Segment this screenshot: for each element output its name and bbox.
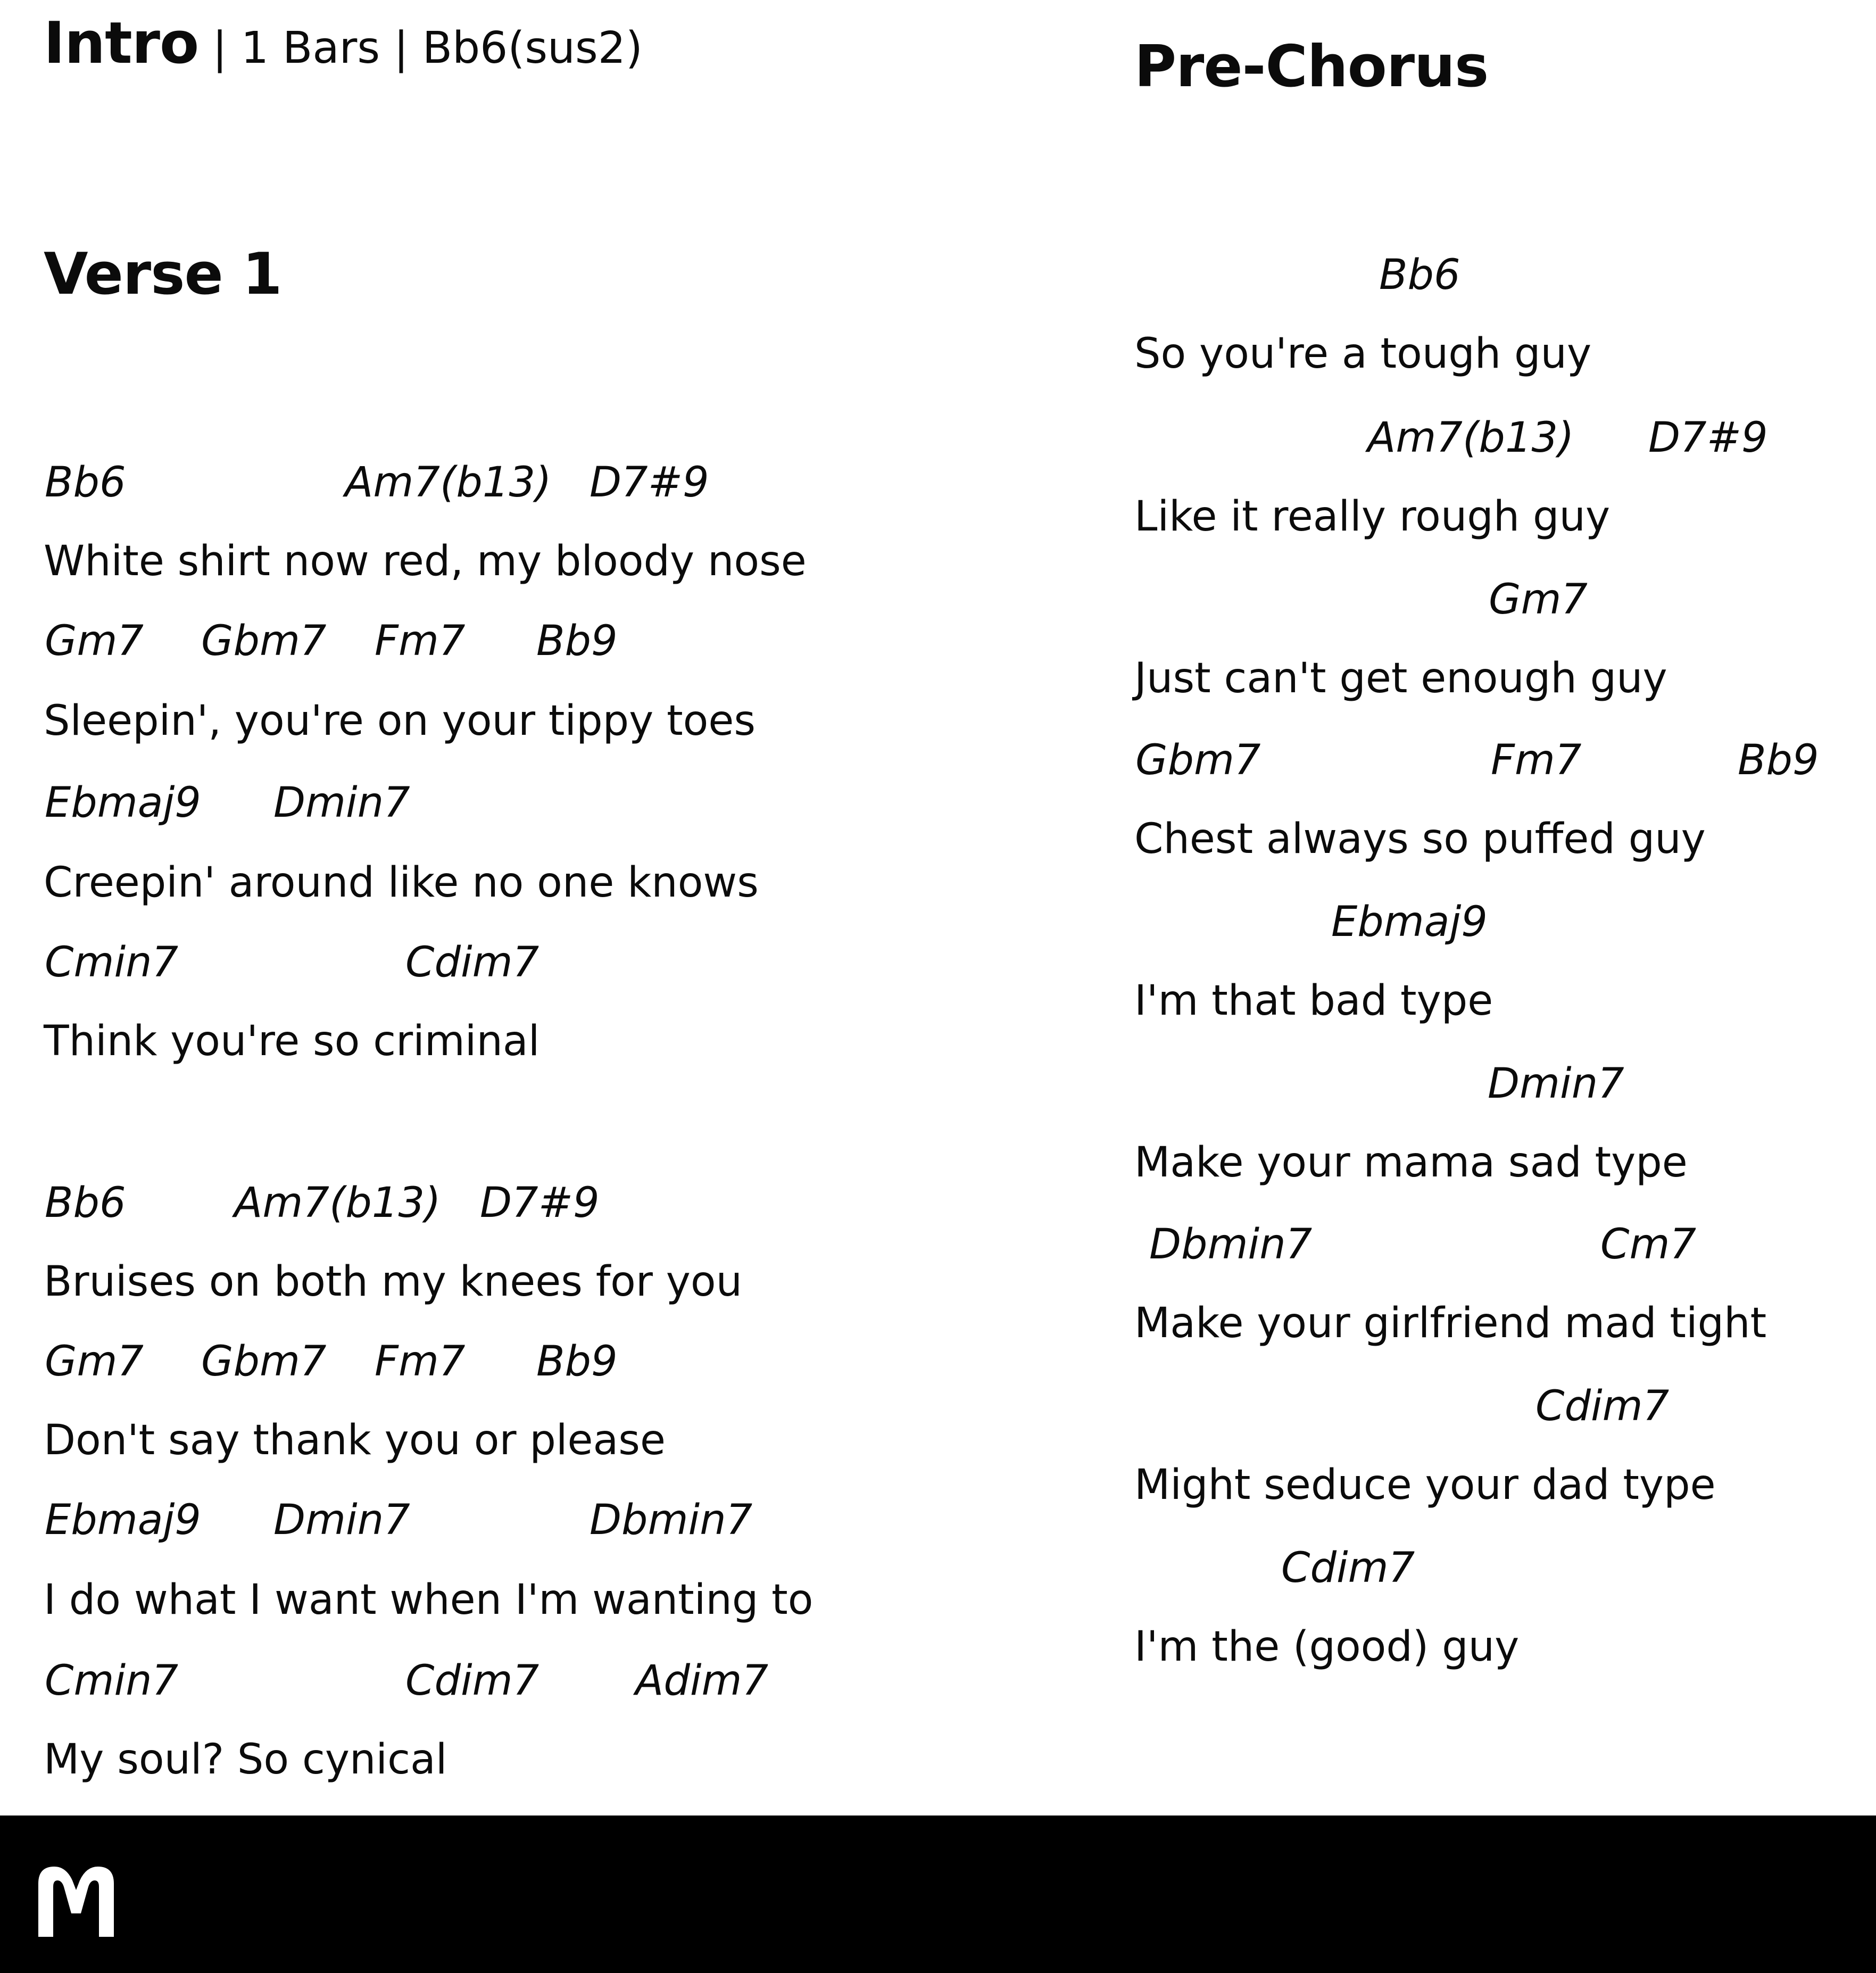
chord: Gbm7 xyxy=(201,617,327,665)
chord: Cm7 xyxy=(1600,1221,1697,1269)
chord: Gm7 xyxy=(1489,576,1588,624)
lyric-line: Sleepin', you're on your tippy toes xyxy=(44,697,756,745)
chord: Cmin7 xyxy=(45,1657,179,1705)
intro-heading: Intro xyxy=(44,10,199,77)
lyric-line: Think you're so criminal xyxy=(44,1017,540,1065)
chord: Fm7 xyxy=(375,617,466,665)
lyric-line: So you're a tough guy xyxy=(1134,330,1592,378)
chord: Cdim7 xyxy=(1535,1382,1670,1430)
intro-section xyxy=(44,10,643,77)
intro-meta: | 1 Bars | Bb6(sus2) xyxy=(198,23,643,73)
chord: Gbm7 xyxy=(201,1338,327,1386)
chord: D7#9 xyxy=(1648,414,1768,462)
chord: Cmin7 xyxy=(45,939,179,986)
chord: Bb9 xyxy=(536,1338,618,1386)
chord: Adim7 xyxy=(635,1657,769,1705)
lyric-line: Make your girlfriend mad tight xyxy=(1134,1299,1767,1347)
lyric-line: Might seduce your dad type xyxy=(1134,1461,1716,1509)
chord: Bb9 xyxy=(536,617,618,665)
chord: Am7(b13) xyxy=(345,459,552,507)
lyric-line: Like it really rough guy xyxy=(1134,493,1611,541)
chord: Dmin7 xyxy=(273,1496,410,1544)
footer-bar xyxy=(0,1816,1876,1973)
chord: Gm7 xyxy=(45,617,144,665)
chord: Dbmin7 xyxy=(1149,1221,1313,1269)
chord: Bb6 xyxy=(1379,251,1460,299)
chord: Am7(b13) xyxy=(234,1179,441,1227)
chord: Dmin7 xyxy=(1488,1060,1624,1108)
lyric-line: Bruises on both my knees for you xyxy=(44,1258,743,1306)
chord: Gm7 xyxy=(45,1338,144,1386)
prechorus-heading: Pre-Chorus xyxy=(1134,34,1489,100)
verse1-heading: Verse 1 xyxy=(44,241,282,308)
chord: Cdim7 xyxy=(405,1657,539,1705)
chord: Ebmaj9 xyxy=(45,779,201,827)
lyric-line: I'm the (good) guy xyxy=(1134,1623,1520,1671)
lyric-line: Make your mama sad type xyxy=(1134,1139,1688,1187)
chord: D7#9 xyxy=(590,459,709,507)
chord: Bb6 xyxy=(45,1179,126,1227)
lyric-line: My soul? So cynical xyxy=(44,1736,447,1784)
chord: Cdim7 xyxy=(1281,1544,1415,1592)
lyric-line: I do what I want when I'm wanting to xyxy=(44,1576,814,1624)
chord: Gbm7 xyxy=(1135,736,1261,784)
chord: Fm7 xyxy=(375,1338,466,1386)
chord: Dmin7 xyxy=(273,779,410,827)
chord: Bb6 xyxy=(45,459,126,507)
chord: Cdim7 xyxy=(405,939,539,986)
lyric-line: Creepin' around like no one knows xyxy=(44,859,759,907)
lyric-line: Just can't get enough guy xyxy=(1134,654,1667,702)
chord: Dbmin7 xyxy=(590,1496,753,1544)
chord: Ebmaj9 xyxy=(1331,898,1488,946)
chord: D7#9 xyxy=(480,1179,600,1227)
chord: Bb9 xyxy=(1738,736,1819,784)
lyric-line: Chest always so puffed guy xyxy=(1134,815,1706,863)
chord: Ebmaj9 xyxy=(45,1496,201,1544)
m-logo-icon[interactable] xyxy=(31,1862,121,1939)
chord: Am7(b13) xyxy=(1367,414,1574,462)
chord: Fm7 xyxy=(1491,736,1582,784)
lyric-line: I'm that bad type xyxy=(1134,977,1493,1025)
lyric-line: White shirt now red, my bloody nose xyxy=(44,537,807,585)
lyric-line: Don't say thank you or please xyxy=(44,1416,666,1464)
